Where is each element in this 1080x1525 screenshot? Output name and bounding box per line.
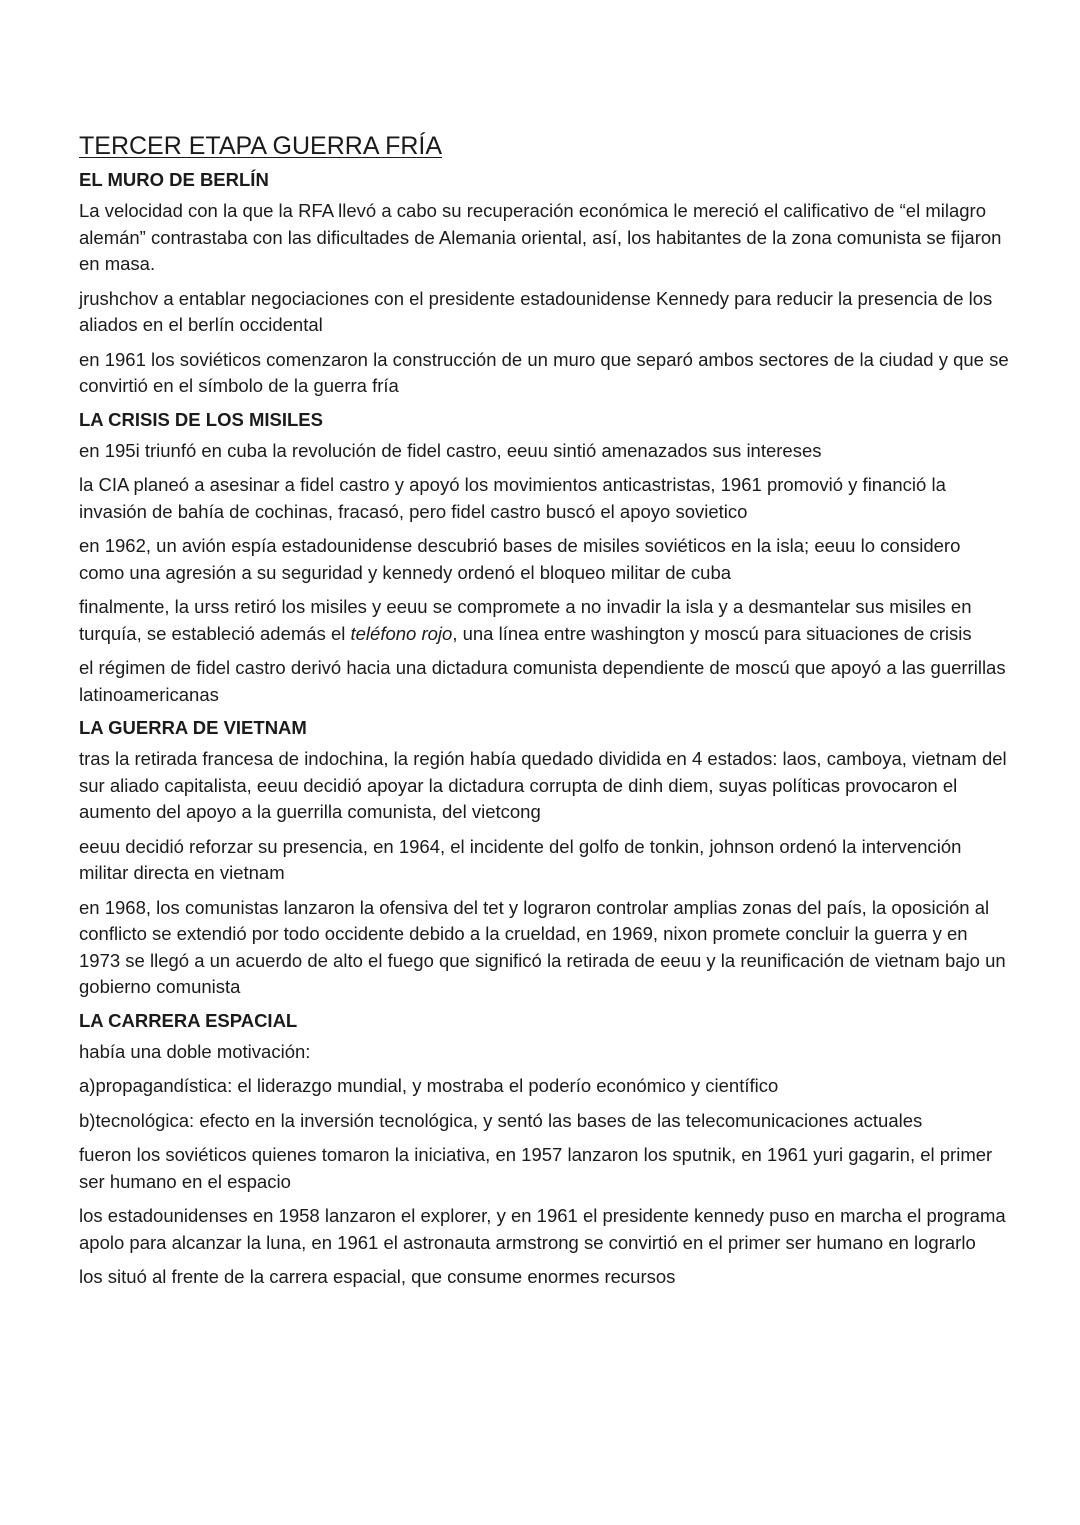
paragraph: la CIA planeó a asesinar a fidel castro y apoyó los movimientos anticastristas, 1961 promovió y financió la invasión de bahía de cochinas, fracasó, pero fidel castro buscó el apoyo sovietico [79,474,946,522]
emphasis-telefono-rojo: teléfono rojo [350,622,453,644]
paragraph: tras la retirada francesa de indochina, la región había quedado dividida en 4 estados: laos, camboya, vietnam del sur aliado capitalista, eeuu decidió apoyar la dictadura corrupta de dinh diem, suyas políticas provocaron el aumento del apoyo a la guerrilla comunista, del vietcong [79,748,1007,822]
paragraph: b)tecnológica: efecto en la inversión tecnológica, y sentó las bases de las telecomunicaciones actuales [79,1109,923,1131]
paragraph: el régimen de fidel castro derivó hacia una dictadura comunista dependiente de moscú que apoyó a las guerrillas latinoamericanas [79,657,1006,705]
section-crisis-misiles [79,408,1009,709]
section-heading: LA CARRERA ESPACIAL [79,1009,298,1031]
document-title: TERCER ETAPA GUERRA FRÍA [79,132,443,160]
section-heading: EL MURO DE BERLÍN [79,169,269,190]
section-muro-berlin [79,168,1009,400]
paragraph: fueron los soviéticos quienes tomaron la iniciativa, en 1957 lanzaron los sputnik, en 1961 yuri gagarin, el primer ser humano en el espacio [79,1144,993,1192]
paragraph: a)propagandística: el liderazgo mundial, y mostraba el poderío económico y científico [79,1075,779,1096]
paragraph: los estadounidenses en 1958 lanzaron el explorer, y en 1961 el presidente kennedy puso en marcha el programa apolo para alcanzar la luna, en 1961 el astronauta armstrong se convirtió en el primer ser humano en lograrlo [79,1205,1006,1253]
text-run: , una línea entre washington y moscú para situaciones de crisis [452,622,972,644]
paragraph: había una doble motivación: [79,1040,311,1062]
section-carrera-espacial [79,1009,1009,1291]
paragraph: en 195i triunfó en cuba la revolución de fidel castro, eeuu sintió amenazados sus intereses [79,439,822,461]
paragraph-telefono-rojo [79,594,1009,647]
paragraph: en 1968, los comunistas lanzaron la ofensiva del tet y lograron controlar amplias zonas del país, la oposición al conflicto se extendió por todo occidente debido a la crueldad, en 1969, nixon promete concluir la guerra y en 1973 se llegó a un acuerdo de alto el fuego que significó la retirada de eeuu y la reunificación de vietnam bajo un gobierno comunista [79,896,1006,997]
paragraph: los situó al frente de la carrera espacial, que consume enormes recursos [79,1266,676,1287]
section-heading: LA GUERRA DE VIETNAM [79,717,307,738]
paragraph: jrushchov a entablar negociaciones con el presidente estadounidense Kennedy para reducir la presencia de los aliados en el berlín occidental [79,287,993,335]
text-run: finalmente, la urss retiró los misiles y eeuu se compromete a no invadir la isla y a desmantelar sus misiles en turquía, se estableció además el [79,596,972,644]
section-heading: LA CRISIS DE LOS MISILES [79,408,323,430]
paragraph: eeuu decidió reforzar su presencia, en 1964, el incidente del golfo de tonkin, johnson ordenó la intervención militar directa en vietnam [79,835,962,883]
paragraph: en 1962, un avión espía estadounidense descubrió bases de misiles soviéticos en la isla; eeuu lo considero como una agresión a su seguridad y kennedy ordenó el bloqueo militar de cuba [79,535,961,583]
section-guerra-vietnam [79,716,1009,1001]
paragraph: La velocidad con la que la RFA llevó a cabo su recuperación económica le mereció el calificativo de “el milagro alemán” contrastaba con las dificultades de Alemania oriental, así, los habitantes de la zona comunista se fijaron en masa. [79,200,1002,274]
paragraph: en 1961 los soviéticos comenzaron la construcción de un muro que separó ambos sectores de la ciudad y que se convirtió en el símbolo de la guerra fría [79,348,1009,396]
document-page [79,129,1009,1299]
